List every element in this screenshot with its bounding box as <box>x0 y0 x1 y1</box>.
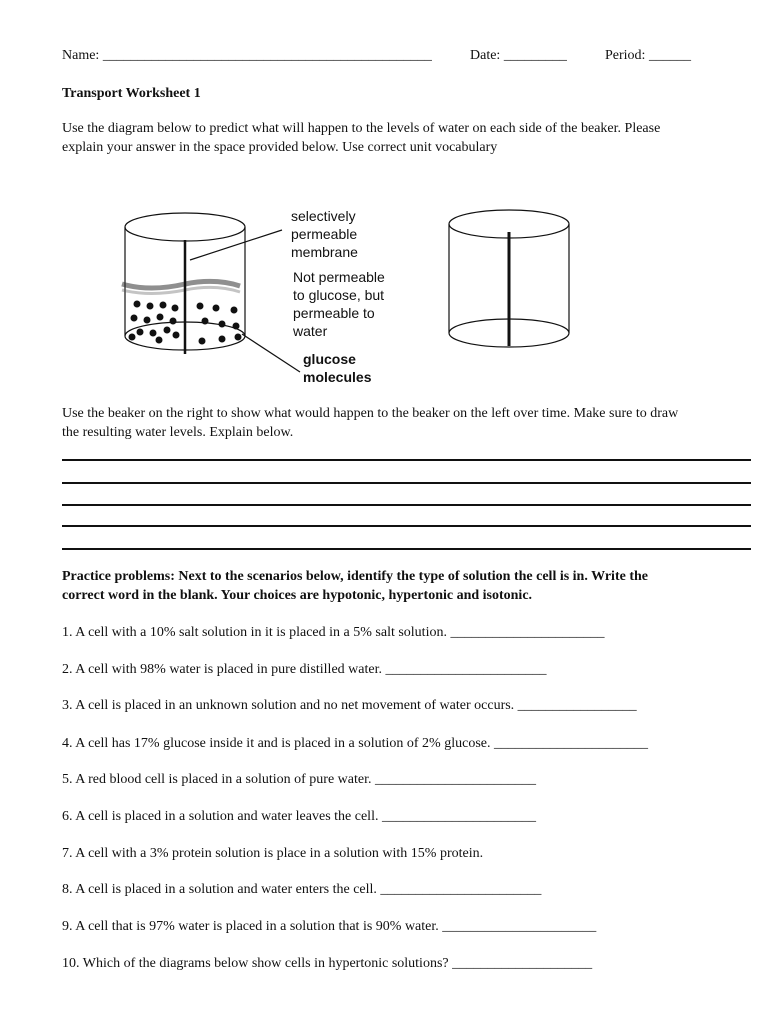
answer-line[interactable] <box>62 548 751 550</box>
period-blank[interactable]: ______ <box>648 48 691 63</box>
question-1[interactable]: 1. A cell with a 10% salt solution in it is placed in a 5% salt solution. ______________________ <box>62 625 605 640</box>
name-blank[interactable]: _______________________________________________ <box>102 48 432 63</box>
glucose-label: glucose molecules <box>303 351 372 385</box>
question-5[interactable]: 5. A red blood cell is placed in a solution of pure water. _______________________ <box>62 772 536 787</box>
question-8[interactable]: 8. A cell is placed in a solution and water enters the cell. _______________________ <box>62 882 542 897</box>
date-field <box>470 48 567 64</box>
period-label: Period: <box>605 48 646 63</box>
right-beaker <box>449 210 569 347</box>
answer-line[interactable] <box>62 482 751 484</box>
practice-line-1: Practice problems: Next to the scenarios below, identify the type of solution the cell is in. Write the <box>62 569 648 584</box>
question-6[interactable]: 6. A cell is placed in a solution and water leaves the cell. ______________________ <box>62 809 536 824</box>
question-9[interactable]: 9. A cell that is 97% water is placed in a solution that is 90% water. ______________________ <box>62 919 597 934</box>
intro-line-1: Use the diagram below to predict what will happen to the levels of water on each side of the beaker. Please <box>62 121 661 136</box>
intro-line-2: explain your answer in the space provided below. Use correct unit vocabulary <box>62 140 498 155</box>
practice-line-2: correct word in the blank. Your choices are hypotonic, hypertonic and isotonic. <box>62 588 533 603</box>
question-3[interactable]: 3. A cell is placed in an unknown solution and no net movement of water occurs. _________________ <box>62 698 637 713</box>
answer-line[interactable] <box>62 459 751 461</box>
header-row <box>62 48 432 64</box>
instructions-line-2: the resulting water levels. Explain below. <box>62 425 294 440</box>
name-label: Name: <box>62 48 100 63</box>
period-field <box>605 48 691 64</box>
question-7[interactable]: 7. A cell with a 3% protein solution is place in a solution with 15% protein. <box>62 846 484 861</box>
question-4[interactable]: 4. A cell has 17% glucose inside it and is placed in a solution of 2% glucose. ______________________ <box>62 736 648 751</box>
permeability-label: Not permeable to glucose, but permeable to water <box>293 269 385 339</box>
answer-line[interactable] <box>62 525 751 527</box>
answer-line[interactable] <box>62 504 751 506</box>
worksheet-title: Transport Worksheet 1 <box>62 86 201 101</box>
date-label: Date: <box>470 48 501 63</box>
instructions-line-1: Use the beaker on the right to show what would happen to the beaker on the left over time. Make sure to draw <box>62 406 679 421</box>
left-beaker <box>122 213 300 372</box>
date-blank[interactable]: _________ <box>503 48 567 63</box>
membrane-label: selectively permeable membrane <box>291 208 358 260</box>
question-2[interactable]: 2. A cell with 98% water is placed in pure distilled water. _______________________ <box>62 662 547 677</box>
question-10[interactable]: 10. Which of the diagrams below show cells in hypertonic solutions? ____________________ <box>62 956 593 971</box>
